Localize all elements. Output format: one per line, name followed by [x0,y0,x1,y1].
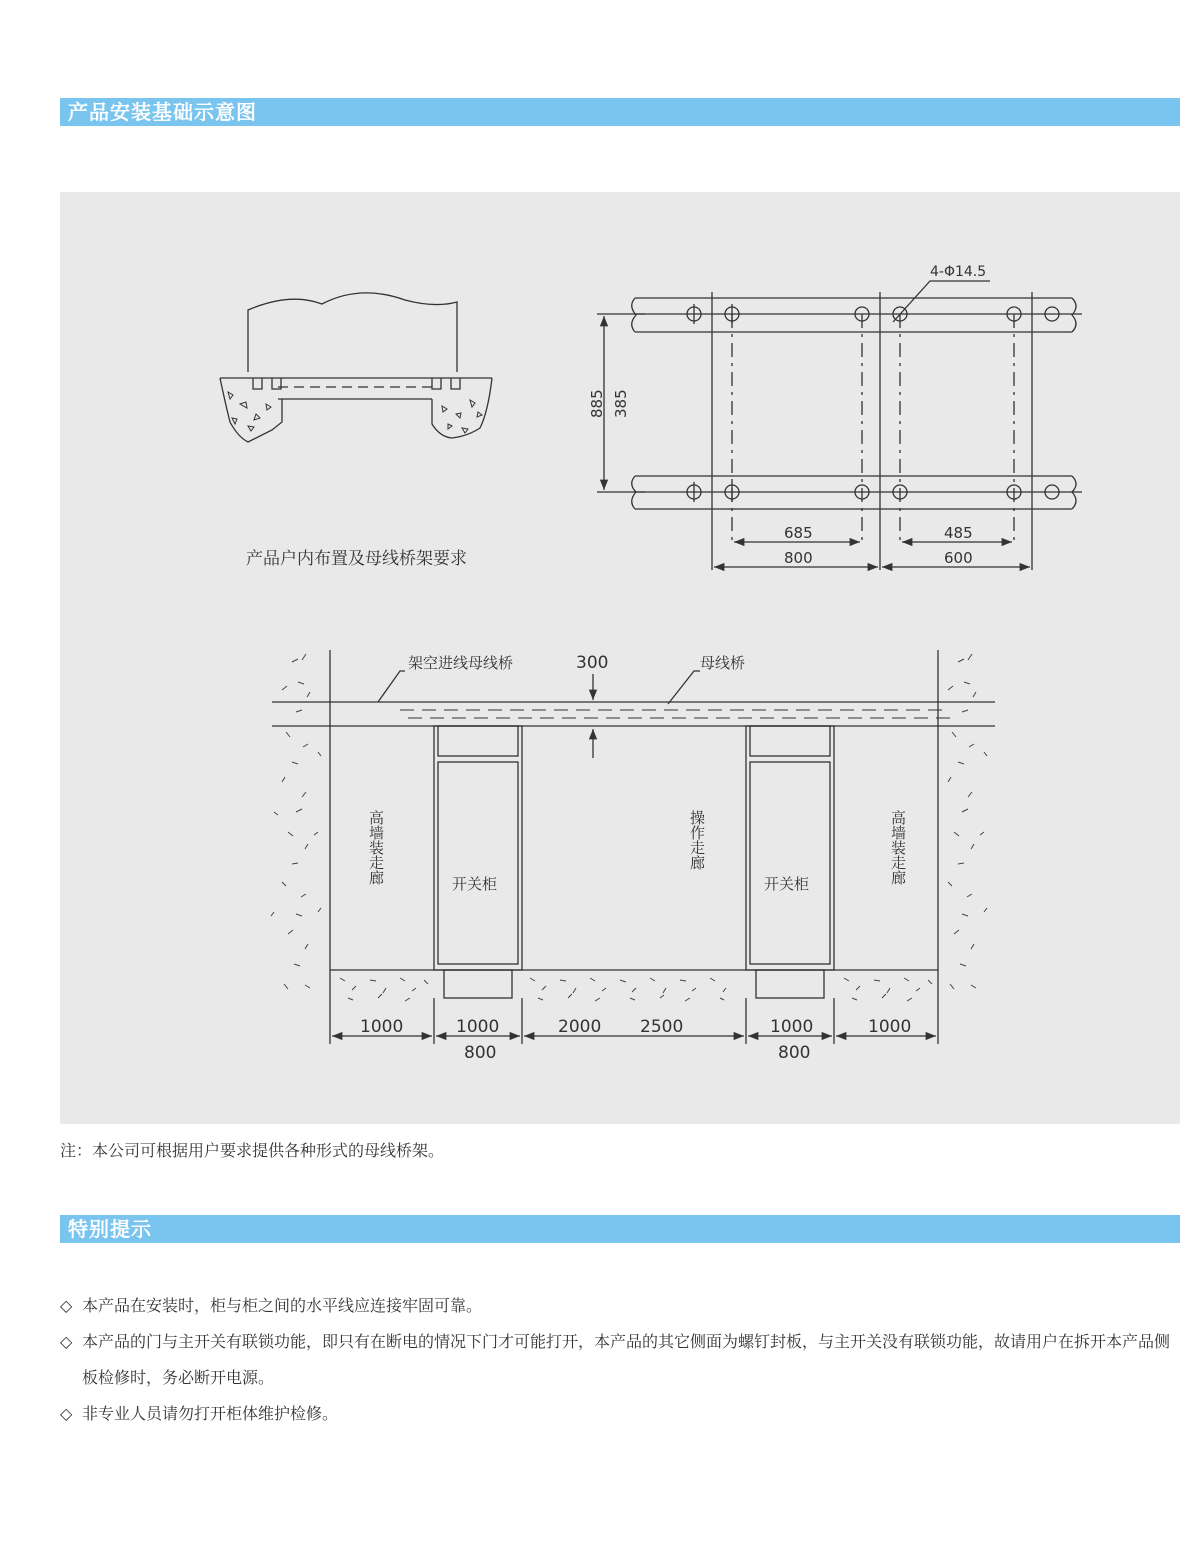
dimension-1000-b: 1000 [456,1017,500,1037]
dimension-485: 485 [944,524,973,542]
rail-plan-view [597,281,1082,570]
dimension-800-left: 800 [464,1043,497,1063]
dimension-800-right: 800 [778,1043,811,1063]
tip-item [60,1324,1185,1396]
dimension-2000: 2000 [558,1017,602,1037]
dimension-385: 385 [612,389,630,418]
diagram-note: 注：本公司可根据用户要求提供各种形式的母线桥架。 [60,1141,445,1160]
dimension-1000-c: 1000 [770,1017,814,1037]
tip-text: 本产品在安装时，柜与柜之间的水平线应连接牢固可靠。 [82,1296,483,1315]
section-header-installation [60,98,1180,126]
installation-diagram-panel [60,192,1180,1124]
tip-item [60,1396,1185,1432]
switchgear-right-label: 开关柜 [764,875,810,893]
switchgear-left-label: 开关柜 [452,875,498,893]
dimension-1000-a: 1000 [360,1017,404,1037]
tip-text: 非专业人员请勿打开柜体维护检修。 [82,1404,339,1423]
dimension-800-top: 800 [784,549,813,567]
hole-spec-label: 4-Φ14.5 [930,264,987,280]
dimension-685: 685 [784,524,813,542]
operation-corridor-label: 操作走廊 [688,810,706,870]
dimension-600: 600 [944,549,973,567]
tip-text: 本产品的门与主开关有联锁功能，即只有在断电的情况下门才可能打开，本产品的其它侧面为螺钉封板，与主开关没有联锁功能，故请用户在拆开本产品侧板检修时，务必断开电源。 [82,1332,1171,1387]
dimension-2500: 2500 [640,1017,684,1037]
overhead-bridge-label: 架空进线母线桥 [408,654,514,672]
foundation-section-sketch [220,293,492,442]
installation-diagram [60,192,1180,1124]
diamond-bullet-icon: ◇ [60,1296,73,1315]
tip-item [60,1288,1185,1324]
dimension-300: 300 [576,653,609,673]
section-title: 产品安装基础示意图 [68,100,257,124]
top-left-caption: 产品户内布置及母线桥架要求 [246,549,467,569]
dimension-1000-d: 1000 [868,1017,912,1037]
busbar-bridge-label: 母线桥 [700,654,746,672]
diamond-bullet-icon: ◇ [60,1332,73,1351]
wall-corridor-left-label: 高墙装走廊 [367,810,385,885]
section-title: 特别提示 [68,1217,152,1241]
dimension-885: 885 [588,389,606,418]
tips-list [60,1288,1185,1432]
section-header-special-tips [60,1215,1180,1243]
wall-corridor-right-label: 高墙装走廊 [889,810,907,885]
diamond-bullet-icon: ◇ [60,1404,73,1423]
